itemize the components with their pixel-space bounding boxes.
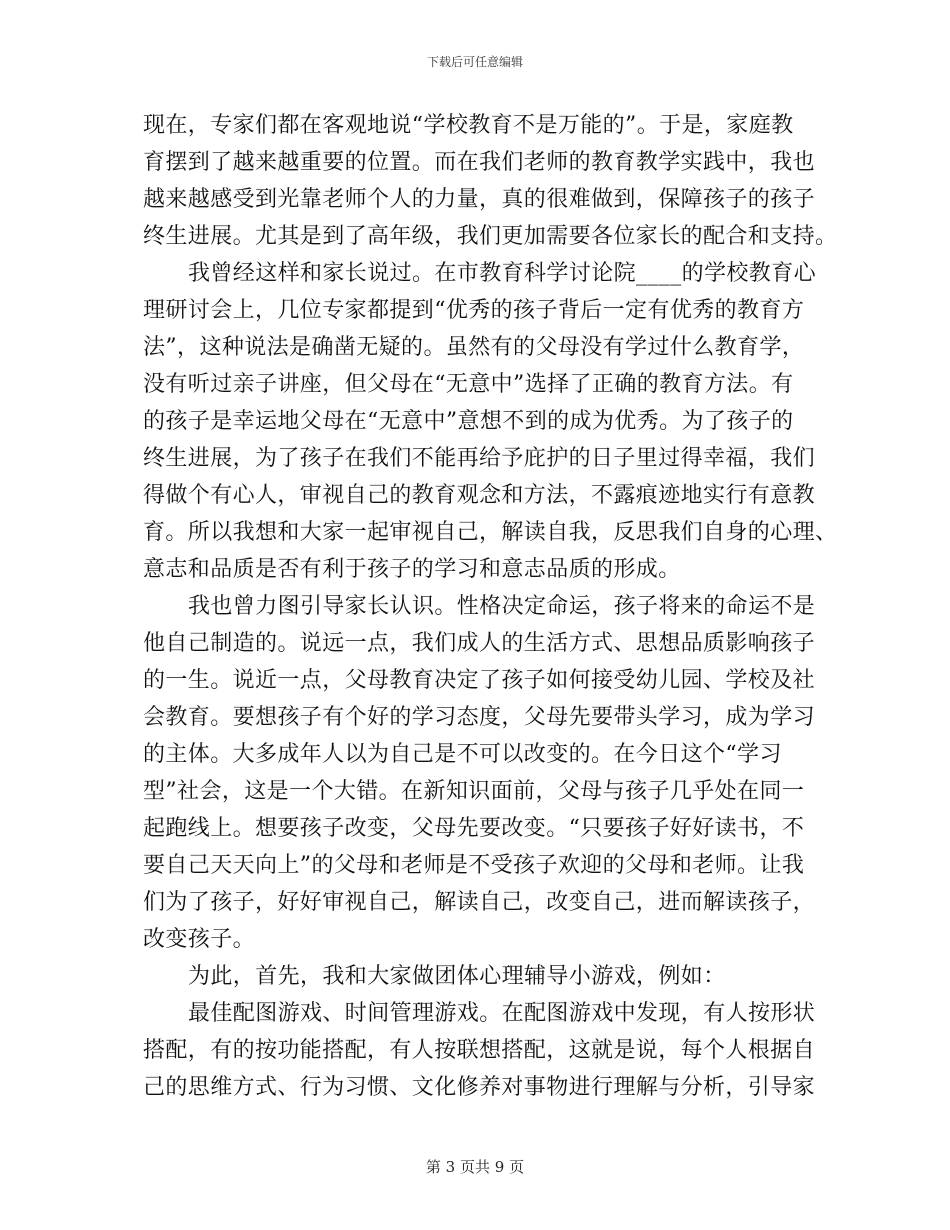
text-line: 要自己天天向上”的父母和老师是不受孩子欢迎的父母和老师。让我	[143, 853, 805, 878]
paragraph-start-line: 我也曾力图引导家长认识。性格决定命运，孩子将来的命运不是	[188, 594, 816, 619]
text-line: 的一生。说近一点，父母教育决定了孩子如何接受幼儿园、学校及社	[143, 668, 816, 693]
text-line: 的主体。大多成年人以为自己是不可以改变的。在今日这个“学习	[143, 742, 782, 767]
text-line: 终生进展。尤其是到了高年级，我们更加需要各位家长的配合和支持。	[143, 224, 838, 249]
paragraph-start-line: 为此，首先，我和大家做团体心理辅导小游戏，例如：	[188, 964, 726, 989]
text-line: 育。所以我想和大家一起审视自己，解读自我，反思我们自身的心理、	[143, 520, 838, 545]
text-line: 们为了孩子，好好审视自己，解读自己，改变自己，进而解读孩子，	[143, 890, 816, 915]
text-line: 现在，专家们都在客观地说“学校教育不是万能的”。于是，家庭教	[143, 113, 794, 138]
text-line: 己的思维方式、行为习惯、文化修养对事物进行理解与分析，引导家	[143, 1075, 816, 1100]
text-line: 得做个有心人，审视自己的教育观念和方法，不露痕迹地实行有意教	[143, 483, 816, 508]
text-line: 的孩子是幸运地父母在“无意中”意想不到的成为优秀。为了孩子的	[143, 409, 794, 434]
page-number: 第 3 页共 9 页	[425, 1158, 525, 1176]
text-line: 型”社会，这是一个大错。在新知识面前，父母与孩子几乎处在同一	[143, 779, 805, 804]
text-line: 会教育。要想孩子有个好的学习态度，父母先要带头学习，成为学习	[143, 705, 816, 730]
text-line: 育摆到了越来越重要的位置。而在我们老师的教育教学实践中，我也	[143, 150, 816, 175]
paragraph-start-line: 最佳配图游戏、时间管理游戏。在配图游戏中发现，有人按形状	[188, 1001, 816, 1026]
text-line: 他自己制造的。说远一点，我们成人的生活方式、思想品质影响孩子	[143, 631, 816, 656]
text-line: 终生进展，为了孩子在我们不能再给予庇护的日子里过得幸福，我们	[143, 446, 816, 471]
text-line: 法”，这种说法是确凿无疑的。虽然有的父母没有学过什么教育学，	[143, 335, 805, 360]
text-line: 理研讨会上，几位专家都提到“优秀的孩子背后一定有优秀的教育方	[143, 298, 805, 323]
text-line: 搭配，有的按功能搭配，有人按联想搭配，这就是说，每个人根据自	[143, 1038, 816, 1063]
text-line: 改变孩子。	[143, 927, 256, 952]
text-line: 越来越感受到光靠老师个人的力量，真的很难做到，保障孩子的孩子	[143, 187, 816, 212]
text-line: 意志和品质是否有利于孩子的学习和意志品质的形成。	[143, 557, 681, 582]
text-line: 没有听过亲子讲座，但父母在“无意中”选择了正确的教育方法。有	[143, 372, 794, 397]
text-line: 起跑线上。想要孩子改变，父母先要改变。“只要孩子好好读书，不	[143, 816, 805, 841]
article-body	[143, 107, 838, 1106]
page-header-note: 下载后可任意编辑	[426, 55, 523, 69]
paragraph-start-line: 我曾经这样和家长说过。在市教育科学讨论院____的学校教育心	[188, 261, 817, 286]
